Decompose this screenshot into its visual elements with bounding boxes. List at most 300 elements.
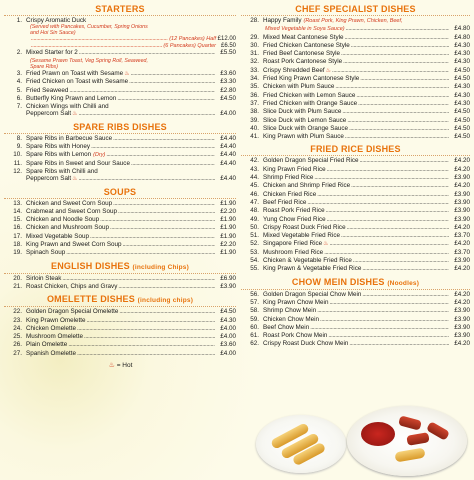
- item-number: 59.: [250, 315, 259, 323]
- item-number: 33.: [250, 66, 259, 74]
- item-price: £4.50: [220, 308, 236, 316]
- dotted-leader: [327, 217, 449, 224]
- hot-icon: ♨: [325, 67, 331, 74]
- item-name: Singapore Fried Rice: [263, 240, 323, 248]
- item-price: £4.40: [220, 151, 236, 159]
- item-name: Roast Pork Cantonese Style: [263, 58, 343, 66]
- menu-item: [241, 316, 470, 324]
- item-number: 12.: [13, 167, 22, 175]
- spring-rolls-photo: [256, 415, 346, 473]
- item-price: £1.90: [220, 249, 236, 257]
- item-name: King Prawn Chow Mein: [263, 298, 329, 306]
- dotted-leader: [329, 300, 449, 307]
- section-divider: [4, 15, 236, 16]
- dotted-leader: [343, 59, 449, 66]
- dotted-leader: [100, 217, 215, 224]
- item-price: £3.90: [454, 215, 470, 223]
- item-price: £4.20: [454, 265, 470, 273]
- item-name: Peppercorn Salt: [26, 110, 72, 118]
- section-title: [4, 187, 236, 198]
- section-title: [241, 4, 470, 15]
- menu-item: [4, 241, 236, 249]
- item-number: 14.: [13, 207, 22, 215]
- menu-item: [241, 34, 470, 42]
- item-price: £4.50: [454, 133, 470, 141]
- item-name: Fried Prawn on Toast with Sesame: [26, 69, 124, 77]
- dotted-leader: [90, 234, 215, 241]
- menu-item: [241, 50, 470, 58]
- section-divider: [4, 198, 236, 199]
- item-price: £6.90: [220, 274, 236, 282]
- menu-item: [241, 224, 470, 232]
- left-column: [4, 4, 236, 369]
- item-name: Happy Family: [263, 17, 302, 24]
- item-name: Fried Seaweed: [26, 86, 69, 94]
- menu-item: [4, 317, 236, 325]
- item-name: Mushroom Fried Rice: [263, 248, 324, 256]
- item-number: 13.: [13, 199, 22, 207]
- item-number: 61.: [250, 332, 259, 340]
- item-number: 8.: [16, 134, 22, 142]
- item-name: Chicken & Vegetable Fried Rice: [263, 257, 352, 265]
- item-inline-desc: (Dry): [93, 152, 106, 159]
- dotted-leader: [326, 208, 449, 215]
- item-number: 53.: [250, 248, 259, 256]
- item-name: Slice Duck with Lemon Sauce: [263, 116, 347, 124]
- dotted-leader: [117, 96, 215, 103]
- menu-item: [4, 325, 236, 333]
- hot-icon: ♨: [108, 361, 115, 369]
- item-price: £4.30: [220, 316, 236, 324]
- dotted-leader: [77, 326, 215, 333]
- item-number: 10.: [13, 151, 22, 159]
- item-name: Yung Chow Fried Rice: [263, 215, 326, 223]
- menu-item: [241, 67, 470, 75]
- item-number: 44.: [250, 174, 259, 182]
- item-number: 3.: [16, 69, 22, 77]
- dotted-leader: [342, 109, 449, 116]
- dotted-leader: [307, 200, 449, 207]
- section-heading: CHEF SPECIALIST DISHES: [295, 4, 416, 14]
- item-name: Crabmeat and Sweet Corn Soup: [26, 207, 118, 215]
- item-number: 38.: [250, 108, 259, 116]
- dotted-leader: [330, 241, 449, 248]
- item-number: 51.: [250, 232, 259, 240]
- item-price: £4.40: [220, 159, 236, 167]
- item-price: £4.20: [454, 290, 470, 298]
- item-number: 41.: [250, 133, 259, 141]
- item-number: 36.: [250, 91, 259, 99]
- menu-item: [4, 233, 236, 241]
- dotted-leader: [349, 341, 449, 348]
- omelette-section: [4, 294, 236, 358]
- item-name: Butterfly King Prawn and Lemon: [26, 94, 117, 102]
- dotted-leader: [358, 101, 449, 108]
- dotted-leader: [68, 342, 215, 349]
- menu-item: [241, 249, 470, 257]
- dotted-leader: [362, 292, 449, 299]
- menu-item: [241, 83, 470, 91]
- item-number: 16.: [13, 224, 22, 232]
- section-heading: CHOW MEIN DISHES: [291, 276, 385, 287]
- item-number: 39.: [250, 116, 259, 124]
- menu-item: [241, 332, 470, 340]
- menu-item: [241, 265, 470, 273]
- item-number: 35.: [250, 83, 259, 91]
- item-number: 17.: [13, 232, 22, 240]
- dotted-leader: [360, 158, 449, 165]
- item-name: Spinach Soup: [26, 249, 66, 257]
- item-number: 48.: [250, 207, 259, 215]
- menu-item: [4, 151, 236, 159]
- item-number: 22.: [13, 308, 22, 316]
- menu-item: [4, 216, 236, 224]
- item-price: £4.20: [454, 165, 470, 173]
- item-price: £4.00: [220, 333, 236, 341]
- menu-item: [241, 166, 470, 174]
- menu-item: [241, 257, 470, 265]
- dotted-leader: [351, 43, 449, 50]
- item-number: 1.: [16, 17, 22, 24]
- item-number: 4.: [16, 78, 22, 86]
- item-name: Peppercorn Salt: [26, 175, 72, 183]
- item-price: £4.50: [454, 116, 470, 124]
- item-name: Crispy Roast Duck Fried Rice: [263, 223, 346, 231]
- section-divider: [241, 155, 470, 156]
- item-price: £3.90: [454, 323, 470, 331]
- item-number: 32.: [250, 58, 259, 66]
- menu-item: [241, 191, 470, 199]
- item-name: King Prawn and Sweet Corn Soup: [26, 241, 122, 249]
- section-heading: OMELETTE DISHES: [46, 294, 135, 305]
- section-heading: SOUPS: [103, 186, 137, 197]
- item-name: Spare Ribs with Honey: [26, 143, 91, 151]
- dotted-leader: [113, 136, 215, 143]
- item-name: Chicken Fried Rice: [263, 190, 317, 198]
- item-number: 19.: [13, 249, 22, 257]
- menu-item: [4, 103, 236, 110]
- soups-section: [4, 187, 236, 258]
- item-price: £4.50: [454, 66, 470, 74]
- item-name: Crispy Roast Duck Chow Mein: [263, 340, 349, 348]
- dotted-leader: [79, 111, 215, 118]
- item-name: Chicken and Noodle Soup: [26, 216, 100, 224]
- menu-item: [4, 275, 236, 283]
- menu-item: [241, 240, 470, 248]
- item-price: £4.00: [220, 349, 236, 357]
- item-number: 42.: [250, 157, 259, 165]
- item-number: 15.: [13, 216, 22, 224]
- portion-label: (12 Pancakes) Half: [169, 36, 216, 43]
- dotted-leader: [79, 50, 215, 57]
- item-number: 52.: [250, 240, 259, 248]
- dotted-leader: [347, 118, 449, 125]
- item-number: 43.: [250, 165, 259, 173]
- menu-item: [4, 17, 236, 24]
- item-name: Chicken with Plum Sauce: [263, 83, 335, 91]
- menu-item: [4, 333, 236, 341]
- dotted-leader: [341, 51, 449, 58]
- item-name: Slice Duck with Orange Sauce: [263, 124, 349, 132]
- item-inline-desc: (Roast Pork, King Prawn, Chicken, Beef,: [303, 18, 403, 24]
- item-price: £3.90: [454, 257, 470, 265]
- dotted-leader: [335, 84, 449, 91]
- hot-legend-label: = Hot: [116, 361, 133, 369]
- item-number: 2.: [16, 49, 22, 57]
- item-name: Fried King Prawn Cantonese Style: [263, 75, 360, 83]
- dotted-leader: [131, 161, 215, 168]
- hot-icon: ♨: [323, 241, 329, 248]
- item-price: £3.90: [454, 307, 470, 315]
- dotted-leader: [131, 71, 215, 78]
- dotted-leader: [79, 176, 215, 183]
- dotted-leader: [119, 309, 215, 316]
- dotted-leader: [91, 144, 215, 151]
- dotted-leader: [345, 35, 449, 42]
- dotted-leader: [123, 242, 215, 249]
- dotted-leader: [317, 308, 449, 315]
- dotted-leader: [328, 333, 449, 340]
- menu-item: [241, 17, 470, 25]
- item-name: Fried Chicken with Orange Sauce: [263, 99, 358, 107]
- dotted-leader: [62, 276, 215, 283]
- item-name: Spanish Omelette: [26, 349, 77, 357]
- item-price: £4.00: [220, 110, 236, 118]
- item-price: £3.90: [454, 207, 470, 215]
- menu-item: [4, 95, 236, 103]
- item-name: Mushroom Omelette: [26, 333, 84, 341]
- menu-item: [241, 291, 470, 299]
- item-number: 23.: [13, 316, 22, 324]
- dotted-leader: [356, 93, 449, 100]
- hot-icon: ♨: [72, 111, 78, 118]
- menu-item: [241, 340, 470, 348]
- section-divider: [4, 133, 236, 134]
- section-title: [4, 4, 236, 15]
- item-number: 6.: [16, 94, 22, 102]
- menu-item: [241, 232, 470, 240]
- item-price: £2.20: [220, 207, 236, 215]
- item-number: 58.: [250, 307, 259, 315]
- item-name: Chicken and Mushroom Soup: [26, 224, 109, 232]
- dotted-leader: [347, 225, 449, 232]
- hot-icon: ♨: [124, 70, 130, 77]
- item-description: and Hoi Sin Sauce): [30, 30, 76, 37]
- item-price: £3.90: [454, 174, 470, 182]
- right-column: [241, 4, 470, 349]
- dotted-leader: [353, 258, 449, 265]
- starters-section: [4, 4, 236, 119]
- menu-item: [4, 249, 236, 257]
- mixed-starter-photo: [347, 406, 467, 476]
- item-number: 28.: [250, 17, 259, 24]
- item-inline-desc: Mixed Vegetable in Soya Sauce): [265, 26, 345, 33]
- item-price: £4.50: [220, 94, 236, 102]
- item-price: £3.90: [220, 282, 236, 290]
- menu-item: [241, 42, 470, 50]
- item-number: 60.: [250, 323, 259, 331]
- item-price: £4.50: [454, 75, 470, 83]
- item-price: £4.50: [454, 108, 470, 116]
- item-price: £4.30: [454, 58, 470, 66]
- menu-item: [4, 70, 236, 78]
- menu-item: [241, 75, 470, 83]
- item-number: 5.: [16, 86, 22, 94]
- item-price: £3.60: [220, 341, 236, 349]
- menu-item: [241, 174, 470, 182]
- dotted-leader: [317, 192, 449, 199]
- spare-ribs-section: [4, 122, 236, 184]
- item-price: £4.20: [454, 157, 470, 165]
- menu-item: [241, 307, 470, 315]
- item-name: Golden Dragon Special Omelette: [26, 308, 119, 316]
- dotted-leader: [327, 167, 449, 174]
- item-price: £1.90: [220, 224, 236, 232]
- menu-item: [241, 157, 470, 165]
- chow-mein-section: [241, 277, 470, 349]
- item-name: Sirloin Steak: [26, 274, 62, 282]
- menu-item: [4, 341, 236, 349]
- item-price: £4.30: [454, 50, 470, 58]
- item-number: 11.: [13, 159, 22, 167]
- item-name: King Prawn Fried Rice: [263, 165, 326, 173]
- item-name: King Prawn & Vegetable Fried Rice: [263, 265, 362, 273]
- section-heading: STARTERS: [95, 4, 145, 14]
- item-name: Mixed Vegetable Soup: [26, 232, 90, 240]
- item-description: (Served with Pancakes, Cucumber, Spring Onions: [30, 24, 148, 31]
- item-price: £1.90: [220, 216, 236, 224]
- item-price: £3.30: [220, 78, 236, 86]
- dotted-leader: [77, 351, 215, 358]
- dotted-leader: [110, 225, 215, 232]
- item-number: 9.: [16, 143, 22, 151]
- item-name: Roast Pork Fried Rice: [263, 207, 325, 215]
- menu-item: [241, 108, 470, 116]
- section-divider: [241, 15, 470, 16]
- item-name: Beef Fried Rice: [263, 198, 307, 206]
- menu-item: [4, 224, 236, 232]
- item-name: Chicken and Sweet Corn Soup: [26, 199, 113, 207]
- item-name: Fried Chicken with Lemon Sauce: [263, 91, 356, 99]
- item-price: £4.30: [454, 91, 470, 99]
- dotted-leader: [332, 68, 449, 75]
- menu-item: [4, 308, 236, 316]
- item-number: 62.: [250, 340, 259, 348]
- menu-item: [241, 182, 470, 190]
- menu-item: [241, 92, 470, 100]
- item-price: £4.40: [220, 143, 236, 151]
- item-name: Golden Dragon Special Chow Mein: [263, 290, 362, 298]
- item-name: Fried Chicken on Toast with Sesame: [26, 78, 129, 86]
- section-subtitle: (including chips): [137, 297, 194, 305]
- dotted-leader: [362, 266, 449, 273]
- item-name: Chicken Chow Mein: [263, 315, 319, 323]
- item-price: £4.20: [454, 240, 470, 248]
- item-number: 7.: [16, 103, 22, 111]
- menu-item: [4, 168, 236, 175]
- item-number: 56.: [250, 290, 259, 298]
- item-price: £4.80: [454, 25, 470, 33]
- item-name: Fried Chicken Cantonese Style: [263, 41, 350, 49]
- menu-item: [241, 100, 470, 108]
- item-number: 20.: [13, 274, 22, 282]
- item-price: £4.40: [220, 175, 236, 183]
- section-heading: SPARE RIBS DISHES: [73, 121, 167, 132]
- item-name: Spare Ribs in Sweet and Sour Sauce: [26, 159, 130, 167]
- item-number: 30.: [250, 41, 259, 49]
- item-name: Spare Ribs in Barbecue Sauce: [26, 134, 113, 142]
- item-name: Roast Chicken, Chips and Gravy: [26, 282, 118, 290]
- item-number: 40.: [250, 124, 259, 132]
- dotted-leader: [345, 134, 449, 141]
- item-name: Shrimp Chow Mein: [263, 307, 317, 315]
- hot-icon: ♨: [72, 176, 78, 183]
- menu-item: [241, 58, 470, 66]
- menu-item: [241, 207, 470, 215]
- item-number: 21.: [13, 282, 22, 290]
- menu-item: [241, 199, 470, 207]
- item-price: £2.80: [220, 86, 236, 94]
- english-dishes-section: [4, 261, 236, 292]
- item-name: Golden Dragon Special Fried Rice: [263, 157, 359, 165]
- item-number: 37.: [250, 99, 259, 107]
- section-title: [4, 122, 236, 133]
- menu-item: [241, 324, 470, 332]
- item-price: £3.70: [454, 232, 470, 240]
- section-heading: ENGLISH DISHES: [51, 260, 130, 271]
- item-number: 54.: [250, 257, 259, 265]
- section-divider: [4, 273, 236, 274]
- item-price: £4.30: [454, 41, 470, 49]
- menu-item: [4, 350, 236, 358]
- item-price: £5.50: [220, 49, 236, 57]
- item-name: Crispy Aromatic Duck: [26, 17, 87, 24]
- item-name: King Prawn Omelette: [26, 316, 86, 324]
- item-number: 46.: [250, 190, 259, 198]
- item-name: Chicken Wings with Chilli and: [26, 103, 109, 111]
- item-description: Spare Ribs): [30, 63, 58, 70]
- dotted-leader: [69, 88, 215, 95]
- dotted-leader: [351, 183, 449, 190]
- menu-item: [4, 175, 236, 183]
- dotted-leader: [66, 250, 215, 257]
- item-price: £3.90: [454, 198, 470, 206]
- section-subtitle: (Noodles): [387, 279, 420, 287]
- item-name: Mixed Vegetable Fried Rice: [263, 232, 341, 240]
- menu-item: [241, 133, 470, 141]
- section-divider: [4, 306, 236, 307]
- dotted-leader: [324, 250, 449, 257]
- item-price: £3.70: [454, 248, 470, 256]
- item-name: Mixed Starter for 2: [26, 49, 78, 57]
- item-price: £4.20: [454, 340, 470, 348]
- menu-item: [4, 87, 236, 95]
- menu-item: [241, 125, 470, 133]
- item-number: 29.: [250, 33, 259, 41]
- portion-price: £12.00: [217, 36, 236, 43]
- item-price: £3.90: [454, 332, 470, 340]
- dotted-leader: [360, 76, 449, 83]
- item-description: (Sesame Prawn Toast, Veg Spring Roll, Seaweed,: [30, 57, 148, 64]
- menu-item: [4, 78, 236, 86]
- item-price: £4.80: [454, 33, 470, 41]
- dotted-leader: [314, 175, 449, 182]
- item-number: 55.: [250, 265, 259, 273]
- section-heading: FRIED RICE DISHES: [310, 144, 401, 155]
- item-price: £4.20: [454, 182, 470, 190]
- item-number: 57.: [250, 298, 259, 306]
- dotted-leader: [346, 26, 449, 33]
